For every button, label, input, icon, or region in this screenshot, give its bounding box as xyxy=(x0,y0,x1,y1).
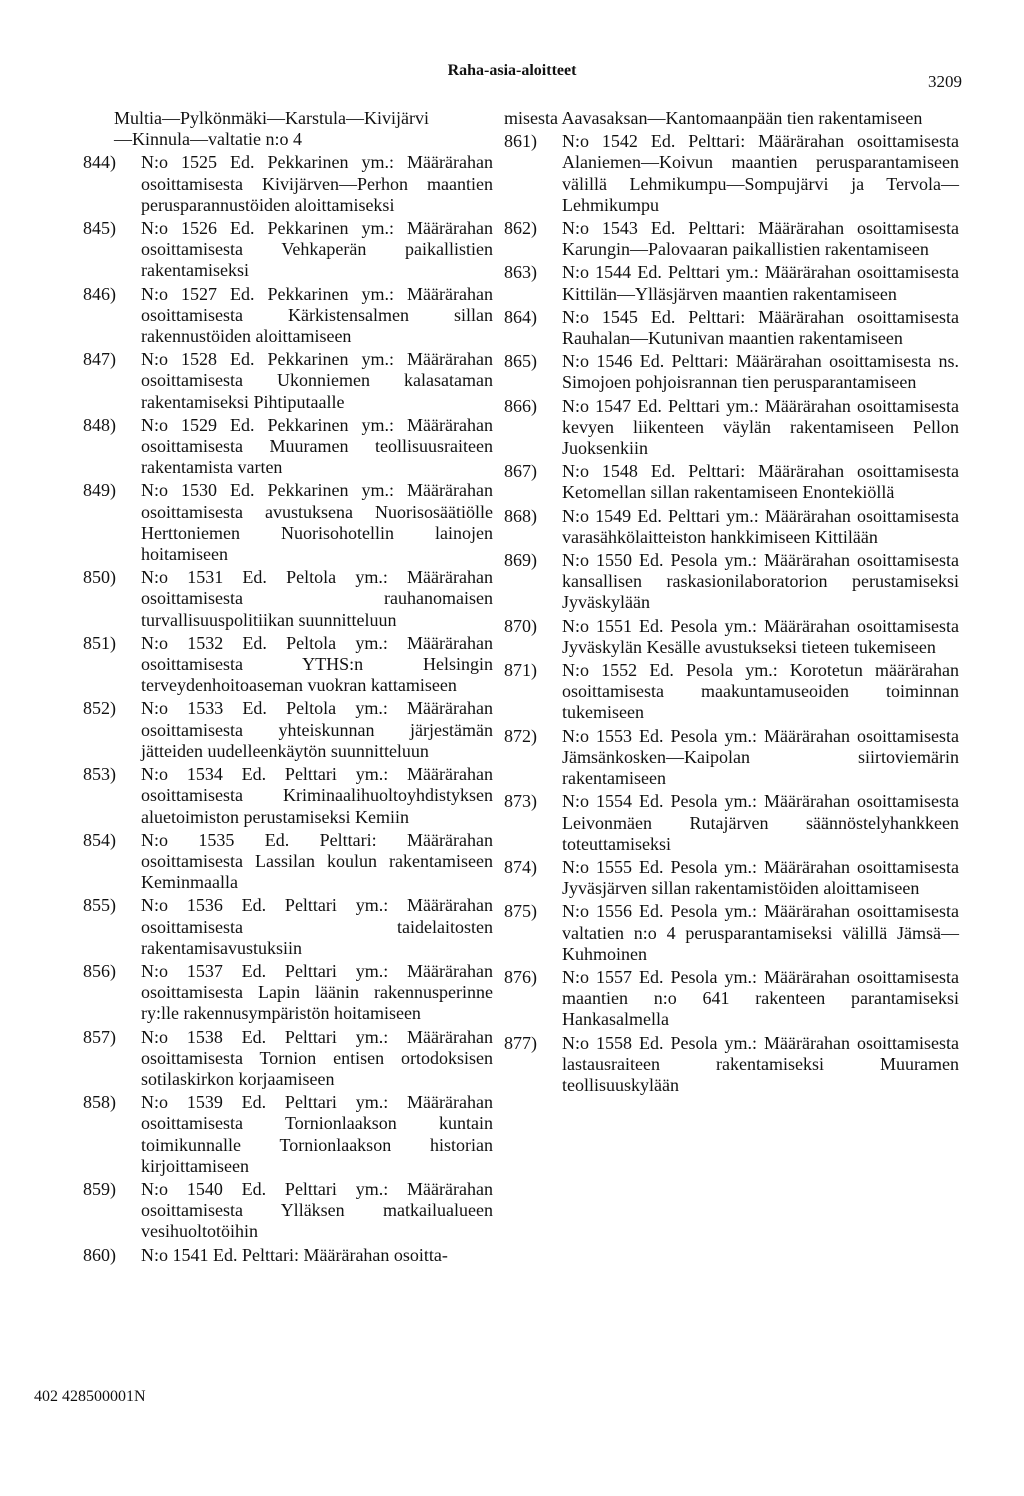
entry-text: N:o 1542 Ed. Pelttari: Määrärahan osoittamisesta Alaniemen—Koivun maantien perusparantamiseen välillä Lehmikumpu—Sompujärvi ja Tervola—Lehmikumpu xyxy=(562,131,959,215)
entry-text: N:o 1526 Ed. Pekkarinen ym.: Määrärahan osoittamisesta Vehkaperän paikallistien rakentamiseksi xyxy=(141,218,493,281)
list-item xyxy=(83,567,493,631)
list-item xyxy=(504,218,959,260)
list-item xyxy=(504,351,959,393)
entry-number: 860) xyxy=(83,1244,116,1265)
entry-number: 875) xyxy=(504,901,537,922)
entry-text: N:o 1536 Ed. Pelttari ym.: Määrärahan osoittamisesta taidelaitosten rakentamisavustuksiin xyxy=(141,895,493,958)
entry-text: N:o 1538 Ed. Pelttari ym.: Määrärahan osoittamisesta Tornion entisen ortodoksisen sotilaskirkon korjaamiseen xyxy=(141,1026,493,1089)
page-number: 3209 xyxy=(928,72,962,91)
entry-text: N:o 1531 Ed. Peltola ym.: Määrärahan osoittamisesta rauhanomaisen turvallisuuspolitiikan suunnitteluun xyxy=(141,567,493,630)
entry-number: 859) xyxy=(83,1178,116,1199)
list-item xyxy=(504,461,959,503)
list-item xyxy=(504,506,959,548)
entry-number: 855) xyxy=(83,895,116,916)
list-item xyxy=(504,726,959,790)
entry-text: N:o 1557 Ed. Pesola ym.: Määrärahan osoittamisesta maantien n:o 641 rakenteen parantamiseksi Hankasalmella xyxy=(562,966,959,1030)
entry-number: 869) xyxy=(504,550,537,571)
entry-text: N:o 1554 Ed. Pesola ym.: Määrärahan osoittamisesta Leivonmäen Rutajärven säännöstelyhankkeen toteuttamiseksi xyxy=(562,791,959,854)
entry-text: N:o 1558 Ed. Pesola ym.: Määrärahan osoittamisesta lastausraiteen rakentamiseksi Muuramen teollisuuskylään xyxy=(562,1032,959,1095)
entry-number: 857) xyxy=(83,1026,116,1047)
entry-number: 867) xyxy=(504,461,537,482)
entry-number: 871) xyxy=(504,660,537,681)
entry-text: N:o 1534 Ed. Pelttari ym.: Määrärahan osoittamisesta Kriminaalihuoltoyhdistyksen aluetoimiston perustamiseksi Kemiin xyxy=(141,764,493,827)
entry-number: 876) xyxy=(504,966,537,987)
entry-number: 856) xyxy=(83,960,116,981)
list-item xyxy=(504,901,959,965)
list-item xyxy=(504,857,959,899)
entry-number: 873) xyxy=(504,791,537,812)
list-item xyxy=(504,1033,959,1097)
entry-number: 865) xyxy=(504,351,537,372)
list-item xyxy=(83,415,493,479)
entry-text: N:o 1535 Ed. Pelttari: Määrärahan osoittamisesta Lassilan koulun rakentamiseen Keminmaalla xyxy=(141,829,493,893)
entry-text: N:o 1539 Ed. Pelttari ym.: Määrärahan osoittamisesta Tornionlaakson kuntain toimikunnalle Tornionlaakson historian kirjoittamiseen xyxy=(141,1092,493,1176)
entry-number: 852) xyxy=(83,698,116,719)
entry-text: N:o 1556 Ed. Pesola ym.: Määrärahan osoittamisesta valtatien n:o 4 perusparantamiseksi välillä Jämsä—Kuhmoinen xyxy=(562,901,959,964)
entry-text: N:o 1544 Ed. Pelttari ym.: Määrärahan osoittamisesta Kittilän—Ylläsjärven maantien rakentamiseen xyxy=(562,262,959,304)
list-item xyxy=(83,218,493,282)
left-entry-list xyxy=(83,152,493,1265)
list-item xyxy=(83,764,493,828)
list-item xyxy=(83,349,493,413)
entry-number: 861) xyxy=(504,131,537,152)
entry-text: N:o 1546 Ed. Pelttari: Määrärahan osoittamisesta ns. Simojoen pohjoisrannan tien perusparantamiseen xyxy=(562,351,959,393)
entry-text: N:o 1525 Ed. Pekkarinen ym.: Määrärahan osoittamisesta Kivijärven—Perhon maantien perusparannustöiden aloittamiseksi xyxy=(141,152,493,215)
list-item xyxy=(83,1245,493,1266)
entry-text: N:o 1545 Ed. Pelttari: Määrärahan osoittamisesta Rauhalan—Kutunivan maantien rakentamiseen xyxy=(562,306,959,349)
entry-number: 850) xyxy=(83,567,116,588)
left-column xyxy=(83,108,493,1266)
entry-text: N:o 1530 Ed. Pekkarinen ym.: Määrärahan osoittamisesta avustuksena Nuorisosäätiölle Herttoniemen Nuorisohotellin lainojen hoitamiseen xyxy=(141,480,493,565)
entry-text: N:o 1540 Ed. Pelttari ym.: Määrärahan osoittamisesta Ylläksen matkailualueen vesihuoltotöihin xyxy=(141,1178,493,1242)
entry-number: 864) xyxy=(504,306,537,327)
entry-text: N:o 1552 Ed. Pesola ym.: Korotetun määrärahan osoittamisesta maakuntamuseoiden toiminnan tukemiseen xyxy=(562,660,959,723)
entry-text: N:o 1553 Ed. Pesola ym.: Määrärahan osoittamisesta Jämsänkosken—Kaipolan siirtoviemärin rakentamiseen xyxy=(562,725,959,789)
entry-text: N:o 1527 Ed. Pekkarinen ym.: Määrärahan osoittamisesta Kärkistensalmen sillan rakennustöiden aloittamiseen xyxy=(141,283,493,347)
entry-text: N:o 1555 Ed. Pesola ym.: Määrärahan osoittamisesta Jyväsjärven sillan rakentamistöiden aloittamiseen xyxy=(562,856,959,899)
list-item xyxy=(504,660,959,724)
intro-line: misesta Aavasaksan—Kantomaanpään tien rakentamiseen xyxy=(504,108,923,128)
entry-number: 851) xyxy=(83,632,116,653)
entry-text: N:o 1532 Ed. Peltola ym.: Määrärahan osoittamisesta YTHS:n Helsingin terveydenhoitoaseman vuokran kattamiseen xyxy=(141,632,493,696)
list-item xyxy=(83,284,493,348)
entry-number: 862) xyxy=(504,218,537,239)
entry-text: N:o 1533 Ed. Peltola ym.: Määrärahan osoittamisesta yhteiskunnan järjestämän jätteiden uudelleenkäytön suunnitteluun xyxy=(141,698,493,761)
list-item xyxy=(83,633,493,697)
entry-text: N:o 1543 Ed. Pelttari: Määrärahan osoittamisesta Karungin—Palovaaran paikallistien rakentamiseen xyxy=(562,218,959,260)
entry-number: 872) xyxy=(504,725,537,746)
entry-text: N:o 1528 Ed. Pekkarinen ym.: Määrärahan osoittamisesta Ukonniemen kalasataman rakentamiseksi Pihtiputaalle xyxy=(141,349,493,412)
entry-number: 868) xyxy=(504,505,537,526)
list-item xyxy=(83,1027,493,1091)
list-item xyxy=(83,830,493,894)
entry-text: N:o 1537 Ed. Pelttari ym.: Määrärahan osoittamisesta Lapin läänin rakennusperinne ry:lle rakennusympäristön hoitamiseen xyxy=(141,960,493,1024)
list-item xyxy=(83,1092,493,1177)
entry-number: 845) xyxy=(83,218,116,239)
list-item xyxy=(83,1179,493,1243)
list-item xyxy=(504,307,959,349)
entry-number: 848) xyxy=(83,414,116,435)
entry-number: 877) xyxy=(504,1032,537,1053)
list-item xyxy=(83,152,493,216)
intro-line: —Kinnula—valtatie n:o 4 xyxy=(114,129,302,150)
entry-text: N:o 1547 Ed. Pelttari ym.: Määrärahan osoittamisesta kevyen liikenteen väylän rakentamiseen Pellon Juoksenkiin xyxy=(562,395,959,459)
running-header: Raha-asia-aloitteet xyxy=(447,62,577,79)
entry-number: 844) xyxy=(83,152,116,173)
list-item xyxy=(504,262,959,304)
entry-text: N:o 1529 Ed. Pekkarinen ym.: Määrärahan osoittamisesta Muuramen teollisuusraiteen rakentamista varten xyxy=(141,414,493,478)
entry-text: N:o 1551 Ed. Pesola ym.: Määrärahan osoittamisesta Jyväskylän Kesälle avustukseksi tieteen tukemiseen xyxy=(562,615,959,657)
list-item xyxy=(83,480,493,565)
entry-number: 858) xyxy=(83,1092,116,1113)
entry-text: N:o 1548 Ed. Pelttari: Määrärahan osoittamisesta Ketomellan sillan rakentamiseen Enontekiöllä xyxy=(562,461,959,503)
entry-text: N:o 1549 Ed. Pelttari ym.: Määrärahan osoittamisesta varasähkölaitteiston hankkimiseen Kittilään xyxy=(562,505,959,547)
entry-number: 870) xyxy=(504,615,537,636)
entry-number: 863) xyxy=(504,262,537,283)
entry-number: 849) xyxy=(83,480,116,501)
list-item xyxy=(83,698,493,762)
entry-text: N:o 1541 Ed. Pelttari: Määrärahan osoitta- xyxy=(141,1244,448,1265)
left-intro xyxy=(83,108,493,150)
list-item xyxy=(504,616,959,658)
list-item xyxy=(83,895,493,959)
entry-number: 847) xyxy=(83,349,116,370)
entry-text: N:o 1550 Ed. Pesola ym.: Määrärahan osoittamisesta kansallisen raskasionilaboratorion perustamiseksi Jyväskylään xyxy=(562,550,959,613)
right-column xyxy=(504,108,959,1096)
list-item xyxy=(504,550,959,614)
right-intro xyxy=(504,108,959,129)
entry-number: 874) xyxy=(504,856,537,877)
intro-line: Multia—Pylkönmäki—Karstula—Kivijärvi xyxy=(114,108,429,128)
list-item xyxy=(504,131,959,216)
entry-number: 866) xyxy=(504,395,537,416)
list-item xyxy=(504,396,959,460)
list-item xyxy=(504,791,959,855)
list-item xyxy=(83,961,493,1025)
entry-number: 846) xyxy=(83,283,116,304)
footer-code: 402 428500001N xyxy=(34,1388,146,1405)
entry-number: 853) xyxy=(83,764,116,785)
entry-number: 854) xyxy=(83,829,116,850)
list-item xyxy=(504,967,959,1031)
right-entry-list xyxy=(504,131,959,1096)
